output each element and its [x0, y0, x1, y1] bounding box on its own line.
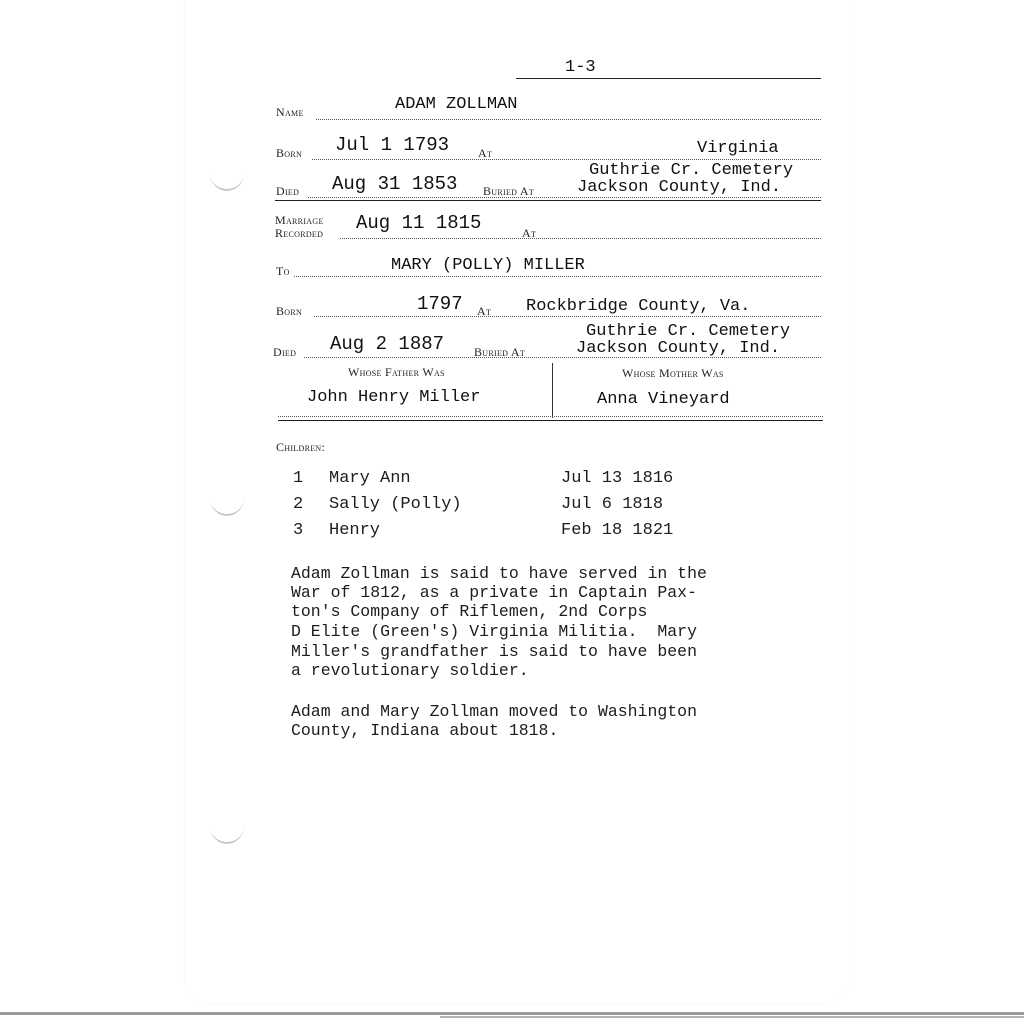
person-buried-line1: Guthrie Cr. Cemetery: [589, 161, 794, 180]
note-line: War of 1812, as a private in Captain Pax-: [291, 583, 697, 602]
person-born-place: Virginia: [697, 139, 779, 158]
born-label: Born: [276, 146, 303, 160]
died-label: Died: [276, 184, 300, 198]
spouse-father: John Henry Miller: [307, 388, 481, 407]
person-buried-line2: Jackson County, Ind.: [577, 178, 782, 197]
card-number-rule: [516, 78, 821, 79]
child-row: [293, 521, 673, 540]
child-row: [293, 469, 673, 488]
child-date: Feb 18 1821: [561, 521, 674, 540]
recorded-label: Recorded: [275, 226, 324, 240]
born-at-label: At: [478, 146, 493, 160]
child-number: 3: [293, 521, 304, 540]
person-born-date: Jul 1 1793: [335, 134, 450, 156]
child-name: Henry: [329, 521, 381, 540]
note-line: County, Indiana about 1818.: [291, 721, 559, 740]
name-label: Name: [276, 105, 304, 119]
person-died-date: Aug 31 1853: [332, 173, 458, 195]
child-date: Jul 6 1818: [561, 495, 664, 514]
note-line: ton's Company of Riflemen, 2nd Corps: [291, 602, 648, 621]
note-line: Miller's grandfather is said to have been: [291, 642, 697, 661]
spouse-name: MARY (POLLY) MILLER: [391, 256, 585, 275]
buried-at-label: Buried At: [483, 184, 535, 198]
parents-section-divider: [278, 420, 823, 421]
child-name: Mary Ann: [329, 469, 411, 488]
child-number: 2: [293, 495, 304, 514]
children-label: Children:: [276, 440, 326, 454]
spouse-born-label: Born: [276, 304, 303, 318]
whose-mother-label: Whose Mother Was: [622, 366, 724, 380]
child-row: [293, 495, 663, 514]
scan-bottom-edge-secondary: [440, 1016, 1024, 1018]
spouse-mother: Anna Vineyard: [597, 390, 730, 409]
to-line: [294, 276, 821, 277]
spouse-buried-at-label: Buried At: [474, 345, 526, 359]
person-section-divider: [275, 200, 821, 201]
spouse-born-at-label: At: [477, 304, 492, 318]
to-label: To: [276, 264, 290, 278]
marriage-at-label: At: [522, 226, 537, 240]
note-line: Adam and Mary Zollman moved to Washington: [291, 702, 697, 721]
punch-hole-top: [210, 155, 244, 191]
card-number: 1-3: [565, 58, 596, 77]
parents-line: [278, 416, 823, 417]
marriage-label: Marriage: [275, 213, 324, 227]
note-line: D Elite (Green's) Virginia Militia. Mary: [291, 622, 697, 641]
died-line: [308, 197, 821, 198]
spouse-died-date: Aug 2 1887: [330, 333, 445, 355]
child-number: 1: [293, 469, 304, 488]
spouse-died-label: Died: [273, 345, 297, 359]
born-line: [312, 159, 821, 160]
whose-father-label: Whose Father Was: [348, 365, 445, 379]
note-line: a revolutionary soldier.: [291, 661, 529, 680]
spouse-buried-line2: Jackson County, Ind.: [576, 339, 781, 358]
person-name: ADAM ZOLLMAN: [395, 95, 518, 114]
name-line: [316, 119, 821, 120]
spouse-born-date: 1797: [417, 293, 463, 315]
marriage-date: Aug 11 1815: [356, 212, 482, 234]
spouse-born-place: Rockbridge County, Va.: [526, 297, 751, 316]
spouse-died-line: [304, 357, 821, 358]
punch-hole-bottom: [210, 808, 244, 844]
note-line: Adam Zollman is said to have served in the: [291, 564, 707, 583]
spouse-buried-line1: Guthrie Cr. Cemetery: [586, 322, 791, 341]
marriage-line: [340, 238, 821, 239]
scan-bottom-edge: [0, 1012, 1024, 1015]
spouse-born-line: [314, 316, 821, 317]
parents-divider: [552, 363, 553, 418]
child-date: Jul 13 1816: [561, 469, 674, 488]
child-name: Sally (Polly): [329, 495, 462, 514]
punch-hole-middle: [210, 480, 244, 516]
